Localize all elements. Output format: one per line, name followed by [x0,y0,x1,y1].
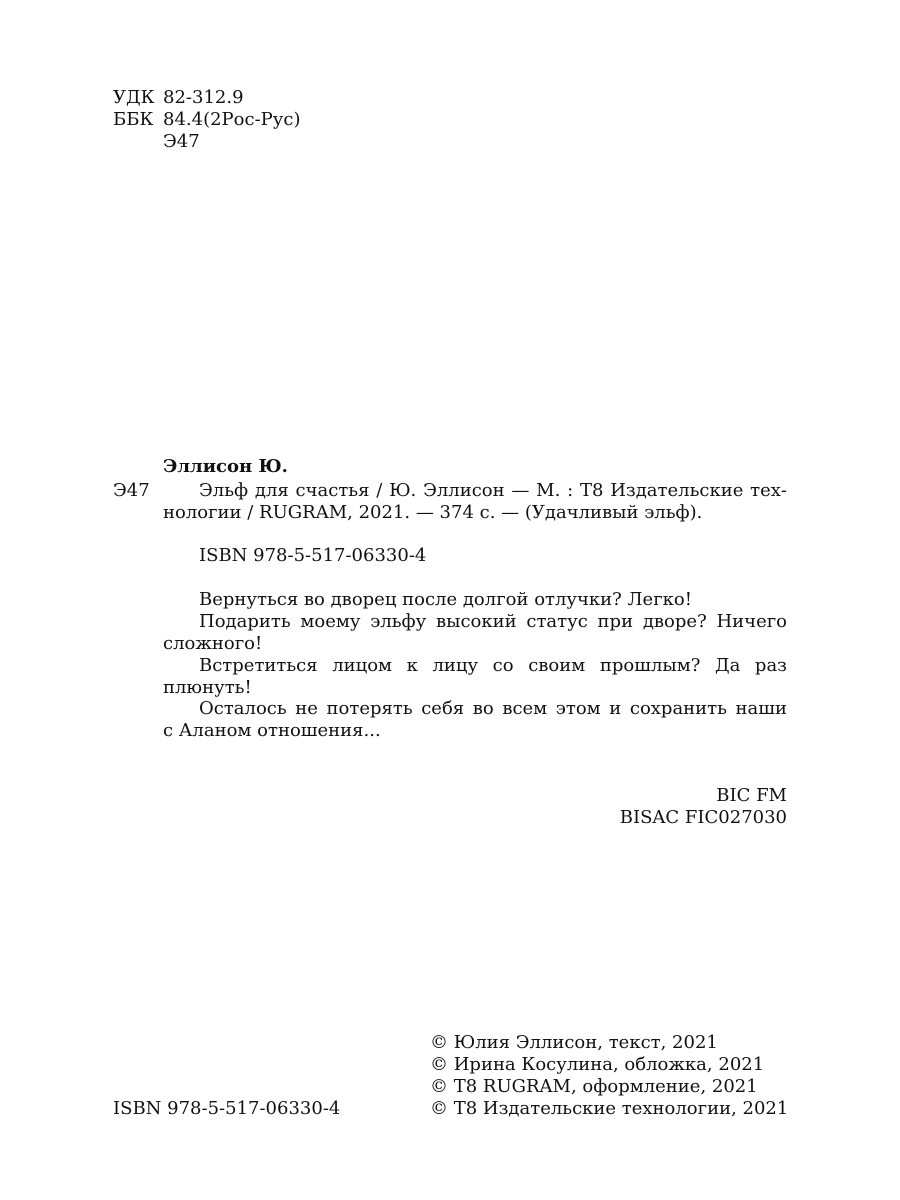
copyright-line-1: © Юлия Эллисон, текст, 2021 [430,1032,718,1053]
margin-mark: Э47 [113,480,150,501]
bbk-label: ББК [113,109,154,130]
copyright-line-2: © Ирина Косулина, обложка, 2021 [430,1054,765,1075]
copyright-line-4: © Т8 Издательские технологии, 2021 [430,1098,789,1119]
bibliographic-line-2: нологии / RUGRAM, 2021. — 374 с. — (Удачливый эльф). [163,502,703,523]
bic-code: BIC FM [716,785,787,806]
annotation-p4-line2: с Аланом отношения... [163,720,381,741]
isbn-record: ISBN 978-5-517-06330-4 [199,545,427,566]
annotation-p3-line2: плюнуть! [163,677,252,698]
author-heading: Эллисон Ю. [163,456,288,477]
copyright-line-3: © T8 RUGRAM, оформление, 2021 [430,1076,758,1097]
bbk-value: 84.4(2Рос-Рус) [163,109,301,130]
annotation-p3-line1: Встретиться лицом к лицу со своим прошлым? Да раз [199,655,787,676]
annotation-p2-line2: сложного! [163,633,263,654]
annotation-p2-line1: Подарить моему эльфу высокий статус при дворе? Ничего [199,611,787,632]
author-mark: Э47 [163,131,200,152]
annotation-p4-line1: Осталось не потерять себя во всем этом и сохранить наши [199,698,787,719]
bibliographic-line-1: Эльф для счастья / Ю. Эллисон — М. : Т8 Издательские тех- [199,480,787,501]
udk-value: 82-312.9 [163,87,244,108]
bisac-code: BISAC FIC027030 [619,807,787,828]
annotation-p1: Вернуться во дворец после долгой отлучки? Легко! [199,589,692,610]
udk-label: УДК [113,87,155,108]
footer-isbn: ISBN 978-5-517-06330-4 [113,1098,341,1119]
